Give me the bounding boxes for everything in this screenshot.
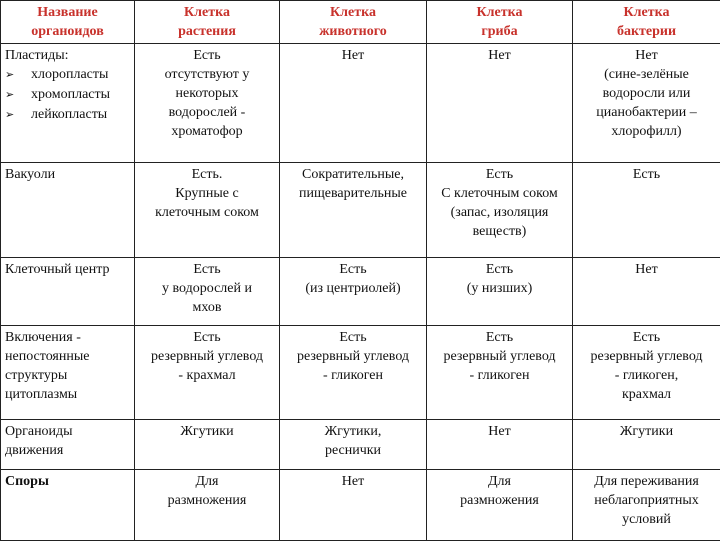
organoid-name-inclusions	[1, 326, 135, 420]
cell-text-line: цианобактерии –	[577, 103, 716, 122]
cell-text-line: Есть	[577, 328, 716, 347]
cell-text-line: неблагоприятных	[577, 491, 716, 510]
cell-inclusions-plant	[135, 326, 280, 420]
cell-text-line: (сине-зелёные	[577, 65, 716, 84]
cell-text-line: реснички	[284, 441, 422, 460]
cell-text-line: - гликоген	[284, 366, 422, 385]
arrow-bullet-icon: ➢	[5, 66, 31, 85]
cell-text-line: Жгутики	[577, 422, 716, 441]
organoid-name-line: Включения -	[5, 328, 130, 347]
cell-text-line: Жгутики,	[284, 422, 422, 441]
cell-text-line: размножения	[139, 491, 275, 510]
cell-text-line: резервный углевод	[577, 347, 716, 366]
cell-text-line: мхов	[139, 298, 275, 317]
cell-text-line: отсутствуют у	[139, 65, 275, 84]
cell-inclusions-fungus	[427, 326, 573, 420]
cell-text-line: Крупные с	[139, 184, 275, 203]
cell-vacuoles-plant	[135, 163, 280, 258]
cell-text-line: (запас, изоляция	[431, 203, 568, 222]
cell-movement-organoids-animal	[280, 420, 427, 470]
cell-text-line: некоторых	[139, 84, 275, 103]
cell-text-line: - крахмал	[139, 366, 275, 385]
cell-text-line: Есть	[431, 165, 568, 184]
plastid-list-item	[5, 65, 130, 85]
organoid-name-line: движения	[5, 441, 130, 460]
cell-text-line: С клеточным соком	[431, 184, 568, 203]
cell-text-line: (из центриолей)	[284, 279, 422, 298]
cell-inclusions-bacteria	[573, 326, 720, 420]
organoid-name-spores	[1, 470, 135, 541]
cell-text-line: Нет	[284, 46, 422, 65]
cell-text-line: Есть.	[139, 165, 275, 184]
cell-cell-center-bacteria	[573, 258, 720, 326]
cell-plastids-plant	[135, 44, 280, 163]
arrow-bullet-icon: ➢	[5, 86, 31, 105]
cell-text-line: водорослей -	[139, 103, 275, 122]
cell-text-line: (у низших)	[431, 279, 568, 298]
header-fungus-cell: Клетка гриба	[427, 1, 573, 44]
table-row-cell-center	[1, 258, 720, 326]
organoid-name-cell-center	[1, 258, 135, 326]
cell-spores-plant	[135, 470, 280, 541]
cell-spores-fungus	[427, 470, 573, 541]
table-row-inclusions	[1, 326, 720, 420]
cell-spores-bacteria	[573, 470, 720, 541]
cell-plastids-bacteria	[573, 44, 720, 163]
plastid-label: хромопласты	[31, 87, 110, 102]
cell-text-line: водоросли или	[577, 84, 716, 103]
cell-text-line: веществ)	[431, 222, 568, 241]
header-animal-cell: Клетка животного	[280, 1, 427, 44]
cell-text-line: резервный углевод	[139, 347, 275, 366]
cell-text-line: Нет	[431, 422, 568, 441]
cell-movement-organoids-plant	[135, 420, 280, 470]
organoid-name-line: цитоплазмы	[5, 385, 130, 404]
cell-text-line: Нет	[577, 260, 716, 279]
cell-text-line: хроматофор	[139, 122, 275, 141]
organoid-name-line: Органоиды	[5, 422, 130, 441]
cell-text-line: Для	[431, 472, 568, 491]
cell-text-line: Нет	[431, 46, 568, 65]
cell-text-line: резервный углевод	[431, 347, 568, 366]
cell-text-line: пищеварительные	[284, 184, 422, 203]
organoid-name-line: непостоянные	[5, 347, 130, 366]
cell-text-line: Жгутики	[139, 422, 275, 441]
cell-text-line: резервный углевод	[284, 347, 422, 366]
cell-text-line: Нет	[284, 472, 422, 491]
cell-text-line: размножения	[431, 491, 568, 510]
cell-text-line: - гликоген	[431, 366, 568, 385]
plastid-label: лейкопласты	[31, 107, 107, 122]
organoid-name-movement-organoids	[1, 420, 135, 470]
cell-text-line: Для	[139, 472, 275, 491]
cell-spores-animal	[280, 470, 427, 541]
plastid-label: хлоропласты	[31, 67, 108, 82]
cell-text-line: крахмал	[577, 385, 716, 404]
cell-text-line: Сократительные,	[284, 165, 422, 184]
organoid-name-plastids	[1, 44, 135, 163]
cell-vacuoles-bacteria	[573, 163, 720, 258]
cell-text-line: Есть	[139, 46, 275, 65]
cell-text-line: Есть	[431, 328, 568, 347]
header-bacteria-cell: Клетка бактерии	[573, 1, 720, 44]
table-row-movement-organoids	[1, 420, 720, 470]
table-row-vacuoles	[1, 163, 720, 258]
arrow-bullet-icon: ➢	[5, 106, 31, 125]
cell-text-line: Есть	[577, 165, 716, 184]
table-row-spores	[1, 470, 720, 541]
cell-movement-organoids-fungus	[427, 420, 573, 470]
header-plant-cell: Клетка растения	[135, 1, 280, 44]
cell-text-line: Есть	[139, 260, 275, 279]
header-row	[1, 1, 720, 44]
organoid-name-line: Вакуоли	[5, 165, 130, 184]
plastid-list-item	[5, 85, 130, 105]
organoid-name-vacuoles	[1, 163, 135, 258]
cell-text-line: Нет	[577, 46, 716, 65]
cell-vacuoles-animal	[280, 163, 427, 258]
cell-text-line: Есть	[284, 328, 422, 347]
cell-text-line: хлорофилл)	[577, 122, 716, 141]
cell-text-line: Есть	[139, 328, 275, 347]
cell-inclusions-animal	[280, 326, 427, 420]
cell-text-line: условий	[577, 510, 716, 529]
cell-text-line: Есть	[284, 260, 422, 279]
header-organoid-name: Название органоидов	[1, 1, 135, 44]
organoid-title: Пластиды:	[5, 46, 130, 65]
cell-text-line: клеточным соком	[139, 203, 275, 222]
cell-text-line: у водорослей и	[139, 279, 275, 298]
cell-movement-organoids-bacteria	[573, 420, 720, 470]
cell-text-line: Есть	[431, 260, 568, 279]
plastid-list-item	[5, 105, 130, 125]
organoid-name-line: Клеточный центр	[5, 260, 130, 279]
cell-vacuoles-fungus	[427, 163, 573, 258]
cell-text-line: - гликоген,	[577, 366, 716, 385]
cell-cell-center-fungus	[427, 258, 573, 326]
table-row-plastids	[1, 44, 720, 163]
cell-plastids-animal	[280, 44, 427, 163]
organoid-name-line: структуры	[5, 366, 130, 385]
cell-cell-center-animal	[280, 258, 427, 326]
cell-cell-center-plant	[135, 258, 280, 326]
cell-text-line: Для переживания	[577, 472, 716, 491]
cell-plastids-fungus	[427, 44, 573, 163]
organoid-name-line: Споры	[5, 472, 130, 491]
